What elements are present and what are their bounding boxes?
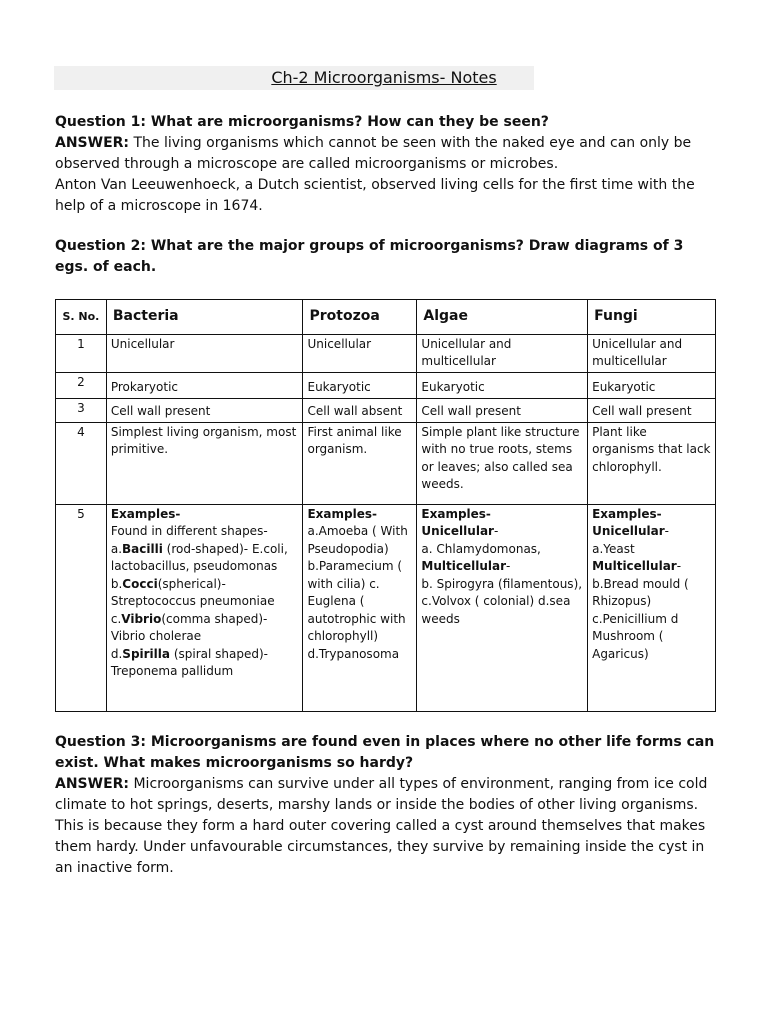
question-1-block	[55, 112, 720, 217]
item-bold: Spirilla	[122, 646, 170, 661]
table-cell: Simple plant like structure with no true roots, stems or leaves; also called sea weeds.	[417, 422, 588, 504]
table-row	[56, 504, 716, 711]
table-cell: Plant like organisms that lack chlorophyll.	[588, 422, 716, 504]
answer-1-extra: Anton Van Leeuwenhoeck, a Dutch scientist, observed living cells for the first time with the help of a microscope in 1674.	[55, 177, 695, 214]
item-prefix: a.	[110, 541, 123, 556]
table-cell: Unicellular	[303, 334, 417, 372]
examples-protozoa	[303, 504, 417, 711]
dash: -	[506, 559, 511, 573]
table-header-row	[56, 300, 716, 335]
examples-algae	[417, 504, 588, 711]
table-cell: First animal like organism.	[303, 422, 417, 504]
item-bold: Vibrio	[121, 611, 162, 626]
table-row	[56, 422, 716, 504]
table-cell: Eukaryotic	[303, 372, 417, 398]
shapes-intro: Found in different shapes-	[110, 524, 268, 538]
header-bacteria: Bacteria	[106, 300, 303, 335]
item-prefix: d.	[110, 646, 123, 661]
item-text: (spherical)- Streptococcus pneumoniae	[110, 576, 275, 608]
item-text: (spiral shaped)- Treponema pallidum	[110, 646, 268, 678]
item-text: (comma shaped)- Vibrio cholerae	[110, 611, 268, 643]
table-cell: 1	[56, 334, 107, 372]
answer-3	[55, 774, 720, 879]
dash: -	[676, 559, 682, 573]
item-bold: Cocci	[122, 576, 158, 591]
table-cell: Unicellular	[106, 334, 303, 372]
table-row	[56, 372, 716, 398]
table-cell: Prokaryotic	[106, 372, 303, 398]
answer-label: ANSWER:	[55, 776, 130, 792]
table-cell: Unicellular and multicellular	[417, 334, 588, 372]
unicellular-label: Unicellular	[421, 524, 494, 538]
examples-label: Examples-	[421, 506, 491, 521]
dash: -	[664, 524, 670, 538]
answer-1	[55, 133, 720, 175]
examples-rest: b. Spirogyra (filamentous), c.Volvox ( colonial) d.sea weeds	[421, 576, 583, 626]
question-1: Question 1: What are microorganisms? How can they be seen?	[55, 114, 549, 130]
table-cell: 3	[56, 398, 107, 422]
dash: -	[493, 524, 499, 538]
examples-text: a.Amoeba ( With Pseudopodia) b.Paramecium ( with cilia) c. Euglena ( autotrophic with chlorophyll) d.Trypanosoma	[307, 524, 408, 661]
examples-label: Examples-	[307, 506, 377, 521]
table-cell: Cell wall present	[106, 398, 303, 422]
table-cell: Cell wall present	[588, 398, 716, 422]
table-cell: 2	[56, 372, 107, 398]
example-a: a. Chlamydomonas,	[421, 541, 541, 556]
table-cell: 4	[56, 422, 107, 504]
table-cell: Cell wall present	[417, 398, 588, 422]
item-prefix: b.	[110, 576, 123, 591]
page-title: Ch-2 Microorganisms- Notes	[271, 68, 497, 87]
table-cell: Unicellular and multicellular	[588, 334, 716, 372]
examples-label: Examples-	[110, 506, 181, 521]
item-prefix: c.	[110, 611, 122, 626]
examples-bacteria	[106, 504, 303, 711]
header-protozoa: Protozoa	[303, 300, 417, 335]
example-a: a.Yeast	[592, 541, 635, 556]
table-cell: Simplest living organism, most primitive.	[106, 422, 303, 504]
examples-fungi	[588, 504, 716, 711]
table-cell: Eukaryotic	[588, 372, 716, 398]
answer-label: ANSWER:	[55, 135, 130, 151]
examples-label: Examples-	[592, 506, 662, 521]
question-2: Question 2: What are the major groups of microorganisms? Draw diagrams of 3 egs. of each.	[55, 238, 684, 275]
question-3: Question 3: Microorganisms are found even in places where no other life forms can exist. What makes microorganisms so hardy?	[55, 734, 715, 771]
answer-1-text: The living organisms which cannot be seen with the naked eye and can only be observed through a microscope are called microorganisms or microbes.	[55, 135, 692, 172]
item-text: (rod-shaped)- E.coli, lactobacillus, pseudomonas	[110, 541, 288, 573]
multicellular-label: Multicellular	[592, 559, 677, 573]
table-cell: 5	[56, 504, 107, 711]
answer-3-text: Microorganisms can survive under all types of environment, ranging from ice cold climate to hot springs, deserts, marshy lands or inside the bodies of other living organisms. This is because they form a hard outer covering called a cyst around themselves that makes them hardy. Under unfavourable circumstances, they survive by remaining inside the cyst in an inactive form.	[55, 776, 708, 876]
header-fungi: Fungi	[588, 300, 716, 335]
table-row	[56, 398, 716, 422]
microorganisms-table	[55, 299, 716, 712]
table-cell: Cell wall absent	[303, 398, 417, 422]
unicellular-label: Unicellular	[592, 524, 665, 538]
table-cell: Eukaryotic	[417, 372, 588, 398]
examples-rest: b.Bread mould ( Rhizopus) c.Penicillium d Mushroom ( Agaricus)	[592, 576, 689, 661]
header-sno: S. No.	[56, 300, 107, 335]
table-row	[56, 334, 716, 372]
item-bold: Bacilli	[122, 541, 163, 556]
header-algae: Algae	[417, 300, 588, 335]
question-3-block	[55, 732, 720, 879]
multicellular-label: Multicellular	[421, 559, 507, 573]
